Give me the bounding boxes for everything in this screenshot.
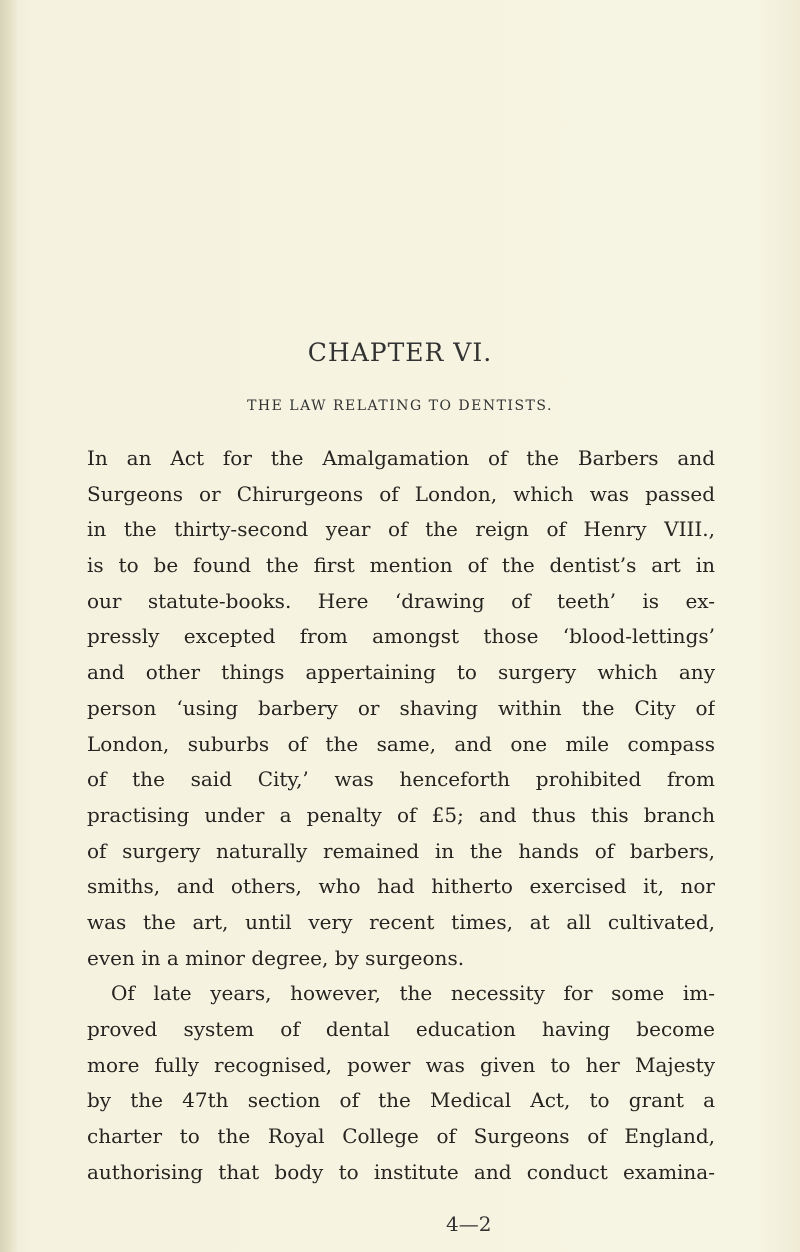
text-line: more fully recognised, power was given to her Majesty — [87, 1052, 715, 1077]
text-line: smiths, and others, who had hitherto exercised it, nor — [87, 874, 715, 899]
chapter-title: CHAPTER VI. — [307, 338, 493, 367]
text-line: authorising that body to institute and conduct examina- — [87, 1159, 715, 1184]
body-text — [87, 441, 715, 1190]
text-line: was the art, until very recent times, at all cultivated, — [87, 909, 715, 934]
spine-shadow — [0, 0, 18, 1252]
text-line: charter to the Royal College of Surgeons of England, — [87, 1124, 715, 1149]
text-line: person ‘using barbery or shaving within the City of — [87, 695, 715, 720]
text-line: in the thirty-second year of the reign of Henry VIII., — [87, 517, 715, 542]
text-line: of the said City,’ was henceforth prohibited from — [87, 767, 715, 792]
text-line: Surgeons or Chirurgeons of London, which was passed — [87, 481, 715, 506]
text-line: Of late years, however, the necessity for some im- — [111, 981, 715, 1006]
text-line: of surgery naturally remained in the hands of barbers, — [87, 838, 715, 863]
text-line: London, suburbs of the same, and one mile compass — [87, 731, 715, 756]
text-line: and other things appertaining to surgery which any — [87, 660, 715, 685]
text-line: practising under a penalty of £5; and thus this branch — [87, 802, 715, 827]
text-line: proved system of dental education having become — [87, 1017, 715, 1041]
text-line: In an Act for the Amalgamation of the Barbers and — [87, 446, 715, 470]
text-line: by the 47th section of the Medical Act, to grant a — [87, 1088, 715, 1113]
text-line: is to be found the first mention of the dentist’s art in — [87, 553, 715, 578]
text-line: our statute-books. Here ‘drawing of teeth’ is ex- — [87, 588, 715, 613]
page-signature: 4—2 — [446, 1212, 492, 1236]
text-line: pressly excepted from amongst those ‘blood-lettings’ — [87, 624, 715, 649]
section-title: THE LAW RELATING TO DENTISTS. — [247, 398, 553, 414]
text-line: even in a minor degree, by surgeons. — [87, 945, 465, 970]
